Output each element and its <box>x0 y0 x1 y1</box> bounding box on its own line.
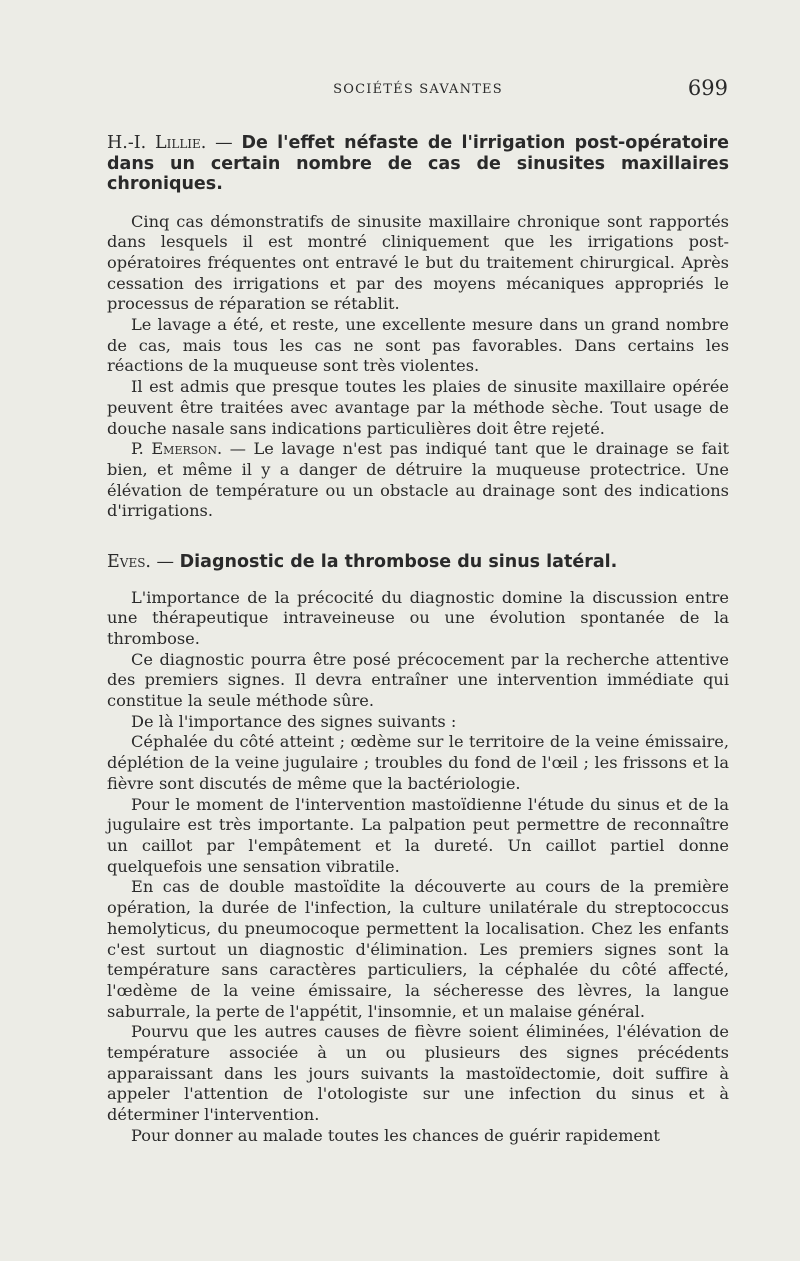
page-number: 699 <box>687 76 728 100</box>
paragraph: Cinq cas démonstratifs de sinusite maxillaire chronique sont rapportés dans lesquels il est montré cliniquement que les irrigations post-opératoires fréquentes ont entravé le but du traitement chirurgical. Après cessation des irrigations et par des moyens mécaniques appropriés le processus de réparation se rétablit. <box>107 211 729 314</box>
discussion-paragraph <box>107 439 729 522</box>
section-title: Diagnostic de la thrombose du sinus latéral. <box>179 552 618 573</box>
paragraph: Le lavage a été, et reste, une excellente mesure dans un grand nombre de cas, mais tous les cas ne sont pas favorables. Dans certains les réactions de la muqueuse sont très violentes. <box>107 315 729 376</box>
section-author: H.-I. Lillie. <box>107 133 207 153</box>
heading-dash: — <box>206 133 242 153</box>
paragraph: Il est admis que presque toutes les plaies de sinusite maxillaire opérée peuvent être traitées avec avantage par la méthode sèche. Tout usage de douche nasale sans indications particulières doit être rejeté. <box>107 377 729 438</box>
paragraph: Céphalée du côté atteint ; œdème sur le territoire de la veine émissaire, déplétion de la veine jugulaire ; troubles du fond de l'œil ; les frissons et la fièvre sont discutés de même que la bactériologie. <box>107 732 729 793</box>
running-head: SOCIÉTÉS SAVANTES <box>333 82 503 97</box>
paragraph: L'importance de la précocité du diagnostic domine la discussion entre une thérapeutique intraveineuse ou une évolution spontanée de la thrombose. <box>107 587 729 648</box>
paragraph: Ce diagnostic pourra être posé précocement par la recherche attentive des premiers signes. Il devra entraîner une intervention immédiate qui constitue la seule méthode sûre. <box>107 649 729 711</box>
discussion-author: P. Emerson. <box>131 439 223 459</box>
paragraph: Pour le moment de l'intervention mastoïdienne l'étude du sinus et de la jugulaire est très importante. La palpation peut permettre de reconnaître un caillot par l'empâtement et la dureté. Un caillot partiel donne quelquefois une sensation vibratile. <box>107 794 729 876</box>
paragraph: Pourvu que les autres causes de fièvre soient éliminées, l'élévation de température associée à un ou plusieurs des signes précédents apparaissant dans les jours suivants la mastoïdectomie, doit suffire à appeler l'attention de l'otologiste sur une infection du sinus et à déterminer l'intervention. <box>107 1022 729 1125</box>
paragraph: De là l'importance des signes suivants : <box>131 711 457 731</box>
heading-dash: — <box>150 552 180 573</box>
section-title: De l'effet néfaste de l'irrigation post-opératoire dans un certain nombre de cas de sinusites maxillaires chroniques. <box>107 133 729 194</box>
section-eves-heading <box>107 552 729 573</box>
paragraph: Pour donner au malade toutes les chances de guérir rapidement <box>131 1125 660 1145</box>
paragraph: En cas de double mastoïdite la découverte au cours de la première opération, la durée de l'infection, la culture unilatérale du streptococcus hemolyticus, du pneumocoque permettent la localisation. Chez les enfants c'est surtout un diagnostic d'élimination. Les premiers signes sont la température sans caractères particuliers, la céphalée du côté affecté, l'œdème de la veine émissaire, la sécheresse des lèvres, la langue saburrale, la perte de l'appétit, l'insomnie, et un malaise général. <box>107 877 729 1021</box>
article-body <box>107 133 729 1147</box>
discussion-text: — Le lavage n'est pas indiqué tant que le drainage se fait bien, et même il y a danger de détruire la muqueuse protectrice. Une élévation de température ou un obstacle au drainage sont des indications d'irrigations. <box>107 439 729 521</box>
section-author: Eves. <box>107 552 151 573</box>
page-header <box>108 78 728 102</box>
section-lillie-heading <box>107 133 729 195</box>
